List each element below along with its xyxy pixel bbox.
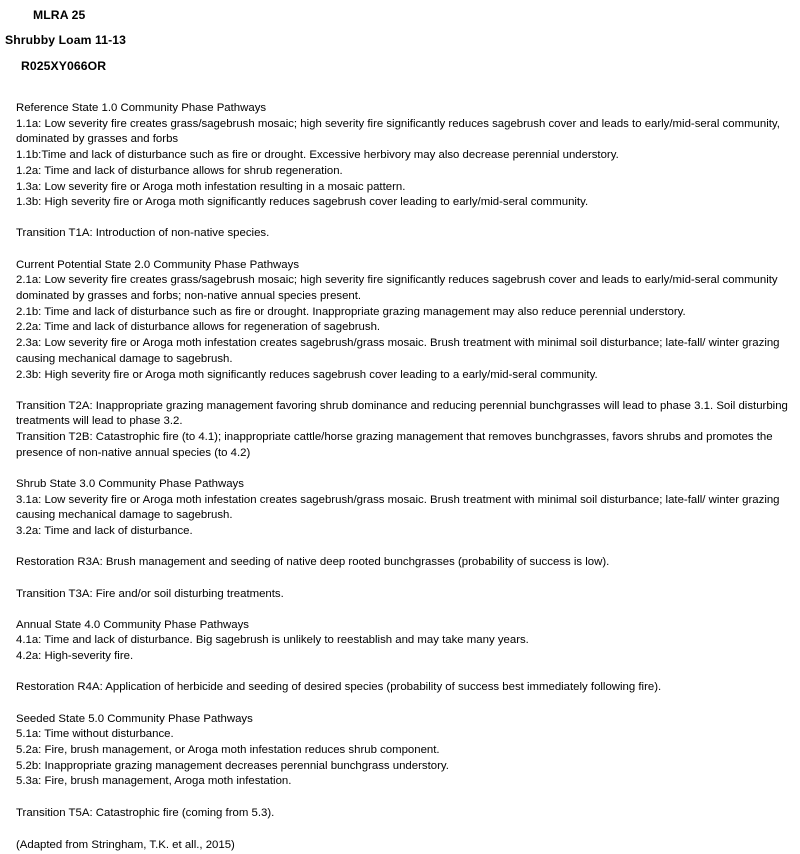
transitions-t2-section: [16, 399, 798, 462]
pathway-4-1a: 4.1a: Time and lack of disturbance. Big sagebrush is unlikely to reestablish and may take many years.: [16, 634, 529, 647]
pathway-1-1a: 1.1a: Low severity fire creates grass/sagebrush mosaic; high severity fire significantly reduces sagebrush cover and leads to early/mid-seral community, dominated by grasses and forbs: [16, 117, 780, 146]
shrub-state-section: [16, 477, 798, 540]
mlra-heading: MLRA 25: [33, 8, 86, 22]
pathway-2-1a: 2.1a: Low severity fire creates grass/sagebrush mosaic; high severity fire significantly reduces sagebrush cover and leads to early/mid-seral community dominated by grasses and forbs; non-native annual species present.: [16, 274, 778, 303]
transition-t3a: Transition T3A: Fire and/or soil disturbing treatments.: [16, 587, 284, 600]
pathway-1-2a: 1.2a: Time and lack of disturbance allows for shrub regeneration.: [16, 164, 343, 177]
pathway-5-3a: 5.3a: Fire, brush management, Aroga moth infestation.: [16, 775, 292, 788]
transition-t1a-section: [16, 226, 798, 242]
pathway-3-1a: 3.1a: Low severity fire or Aroga moth infestation creates sagebrush/grass mosaic. Brush treatment with minimal soil disturbance; late-fall/ winter grazing causing mechanical damage to sagebrush.: [16, 493, 780, 522]
section-title: Shrub State 3.0 Community Phase Pathways: [16, 478, 244, 491]
pathway-4-2a: 4.2a: High-severity fire.: [16, 650, 134, 663]
pathway-2-2a: 2.2a: Time and lack of disturbance allows for regeneration of sagebrush.: [16, 321, 381, 334]
section-title: Seeded State 5.0 Community Phase Pathways: [16, 712, 253, 725]
pathway-5-1a: 5.1a: Time without disturbance.: [16, 728, 174, 741]
section-title: Annual State 4.0 Community Phase Pathways: [16, 618, 250, 631]
pathway-1-1b: 1.1b:Time and lack of disturbance such as fire or drought. Excessive herbivory may also decrease perennial understory.: [16, 149, 619, 162]
transition-t5a: Transition T5A: Catastrophic fire (coming from 5.3).: [16, 806, 275, 819]
source-citation-section: [16, 838, 798, 854]
restoration-r4a-section: [16, 680, 798, 696]
pathway-3-2a: 3.2a: Time and lack of disturbance.: [16, 525, 193, 538]
section-title: Current Potential State 2.0 Community Phase Pathways: [16, 258, 300, 271]
transition-t5a-section: [16, 806, 798, 822]
pathway-1-3a: 1.3a: Low severity fire or Aroga moth infestation resulting in a mosaic pattern.: [16, 180, 406, 193]
transition-t3a-section: [16, 587, 798, 603]
transition-t1a: Transition T1A: Introduction of non-native species.: [16, 227, 270, 240]
restoration-r4a: Restoration R4A: Application of herbicide and seeding of desired species (probability of success best immediately following fire).: [16, 681, 662, 694]
site-name-heading: Shrubby Loam 11-13: [5, 33, 127, 47]
pathway-2-3b: 2.3b: High severity fire or Aroga moth significantly reduces sagebrush cover leading to a early/mid-seral community.: [16, 368, 598, 381]
state-transition-narrative: [16, 101, 798, 854]
pathway-1-3b: 1.3b: High severity fire or Aroga moth significantly reduces sagebrush cover leading to early/mid-seral community.: [16, 196, 589, 209]
reference-state-section: [16, 101, 798, 211]
seeded-state-section: [16, 712, 798, 791]
transition-t2a: Transition T2A: Inappropriate grazing management favoring shrub dominance and reducing perennial bunchgrasses will lead to phase 3.1. Soil disturbing treatments will lead to phase 3.2.: [16, 399, 788, 428]
section-title: Reference State 1.0 Community Phase Pathways: [16, 102, 267, 114]
restoration-r3a-section: [16, 555, 798, 571]
pathway-2-3a: 2.3a: Low severity fire or Aroga moth infestation creates sagebrush/grass mosaic. Brush treatment with minimal soil disturbance; late-fall/ winter grazing causing mechanical damage to sagebrush.: [16, 337, 780, 365]
source-citation: (Adapted from Stringham, T.K. et all., 2015): [16, 839, 235, 852]
pathway-5-2b: 5.2b: Inappropriate grazing management decreases perennial bunchgrass understory.: [16, 759, 449, 772]
transition-t2b: Transition T2B: Catastrophic fire (to 4.1); inappropriate cattle/horse grazing management that removes bunchgrasses, favors shrubs and promotes the presence of non-native annual species (to 4.2): [16, 431, 773, 459]
annual-state-section: [16, 618, 798, 665]
pathway-5-2a: 5.2a: Fire, brush management, or Aroga moth infestation reduces shrub component.: [16, 744, 440, 756]
pathway-2-1b: 2.1b: Time and lack of disturbance such as fire or drought. Inappropriate grazing management may also reduce perennial understory.: [16, 305, 686, 318]
current-potential-state-section: [16, 258, 798, 384]
site-id-heading: R025XY066OR: [21, 59, 107, 73]
restoration-r3a: Restoration R3A: Brush management and seeding of native deep rooted bunchgrasses (probability of success is low).: [16, 556, 610, 569]
